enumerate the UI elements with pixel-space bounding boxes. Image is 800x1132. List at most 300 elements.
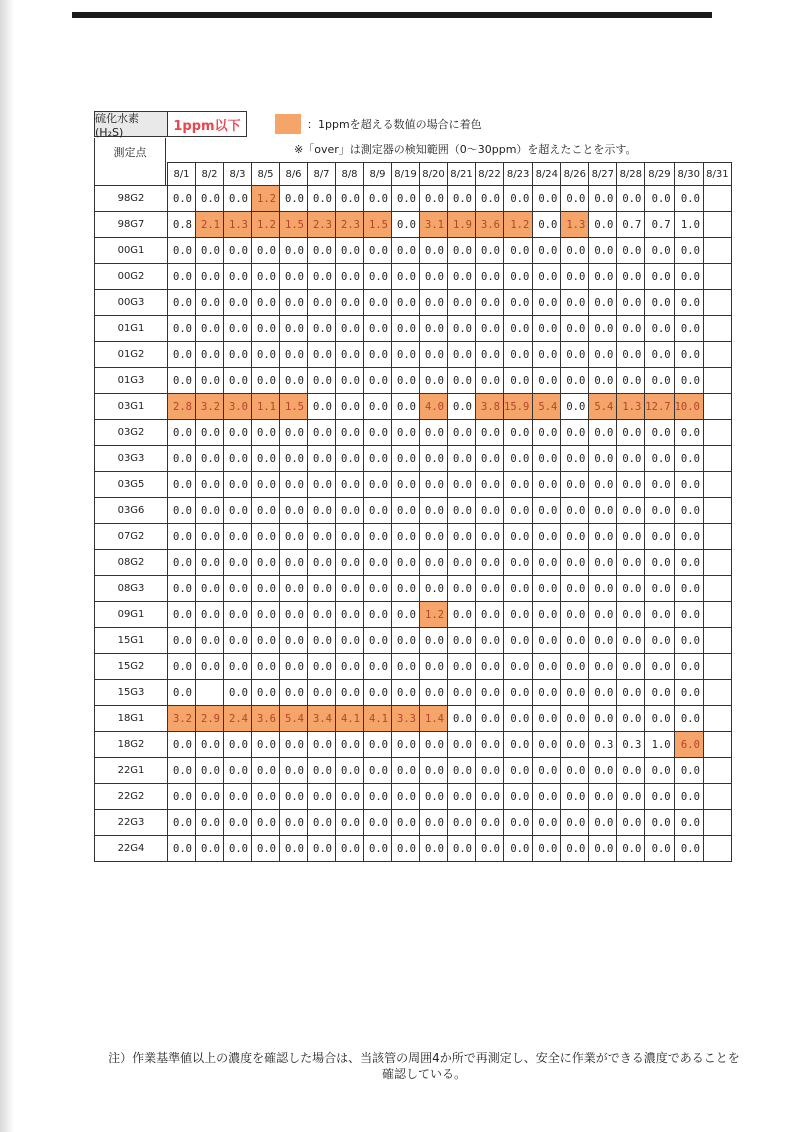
measurement-point: 09G1 [95,602,168,628]
measurement-value: 0.0 [504,420,533,446]
measurement-value: 0.0 [420,576,448,602]
measurement-value: 0.0 [589,238,617,264]
measurement-value: 0.0 [168,264,196,290]
measurement-value: 0.0 [392,394,420,420]
measurement-value [703,758,731,784]
measurement-value: 0.0 [476,628,504,654]
measurement-point: 08G2 [95,550,168,576]
measurement-value: 0.0 [336,628,364,654]
measurement-value: 0.0 [448,342,476,368]
measurement-value: 0.0 [224,264,252,290]
measurement-value: 0.0 [308,784,336,810]
measurement-value: 0.0 [645,810,674,836]
measurement-value: 0.0 [448,186,476,212]
measurement-value: 1.4 [420,706,448,732]
measurement-value: 0.0 [168,810,196,836]
measurement-value: 0.0 [308,316,336,342]
measurement-value: 0.0 [280,628,308,654]
measurement-value: 0.0 [196,628,224,654]
measurement-value: 0.0 [308,732,336,758]
measurement-value: 0.0 [448,550,476,576]
measurement-value: 0.0 [448,394,476,420]
measurement-value: 0.0 [420,316,448,342]
measurement-value: 0.0 [645,446,674,472]
measurement-value: 0.0 [392,368,420,394]
measurement-value: 0.0 [280,290,308,316]
measurement-value: 0.7 [617,212,645,238]
measurement-value: 0.0 [308,498,336,524]
measurement-point: 15G2 [95,654,168,680]
measurement-value: 0.0 [392,784,420,810]
measurement-value: 0.0 [674,420,703,446]
measurement-value: 0.0 [392,550,420,576]
measurement-value: 0.0 [336,732,364,758]
measurement-value: 0.0 [392,420,420,446]
measurement-value: 4.0 [420,394,448,420]
measurement-value: 0.0 [504,472,533,498]
measurement-value: 0.0 [252,732,280,758]
measurement-value: 0.0 [364,498,392,524]
measurement-value: 0.0 [645,342,674,368]
measurement-value: 0.0 [589,264,617,290]
measurement-value: 0.0 [504,446,533,472]
measurement-value: 0.0 [533,316,561,342]
measurement-value: 0.0 [196,810,224,836]
measurement-value: 0.0 [504,628,533,654]
measurement-value: 0.0 [533,368,561,394]
measurement-value: 0.0 [589,524,617,550]
measurement-value: 0.0 [224,836,252,862]
table-row [95,550,732,576]
measurement-value: 0.0 [476,264,504,290]
measurement-value: 0.0 [336,316,364,342]
measurement-value: 0.0 [617,472,645,498]
measurement-value: 0.0 [674,628,703,654]
measurement-value: 0.0 [196,186,224,212]
measurement-value: 0.0 [645,680,674,706]
measurement-value: 0.0 [504,784,533,810]
measurement-value: 0.0 [476,238,504,264]
measurement-value [703,628,731,654]
measurement-value: 0.0 [364,186,392,212]
measurement-value: 0.0 [392,810,420,836]
measurement-value: 0.0 [252,524,280,550]
legend-text: ：1ppmを超える数値の場合に着色 [307,118,482,131]
measurement-value: 0.0 [448,706,476,732]
measurement-value: 0.0 [448,498,476,524]
measurement-value: 0.0 [308,628,336,654]
measurement-value: 0.0 [280,602,308,628]
measurement-value: 0.0 [252,290,280,316]
measurement-value: 5.4 [589,394,617,420]
measurement-value: 0.0 [645,576,674,602]
measurement-value: 0.0 [392,498,420,524]
measurement-value: 0.0 [224,602,252,628]
measurement-value [703,784,731,810]
measurement-value [703,706,731,732]
measurement-value: 0.0 [561,446,589,472]
table-row [95,238,732,264]
measurement-value: 0.0 [533,628,561,654]
measurement-value: 0.0 [476,550,504,576]
measurement-value: 0.0 [645,654,674,680]
measurement-value: 0.0 [617,238,645,264]
measurement-value: 0.0 [476,472,504,498]
measurement-value: 0.0 [617,446,645,472]
measurement-value: 0.0 [533,784,561,810]
measurement-value: 0.0 [617,498,645,524]
measurement-value: 0.0 [561,602,589,628]
measurement-value: 0.0 [448,576,476,602]
measurement-value: 0.0 [252,342,280,368]
date-header: 8/9 [364,163,392,186]
measurement-value: 0.0 [308,524,336,550]
measurement-value: 0.0 [617,602,645,628]
measurement-value: 0.0 [645,238,674,264]
measurement-value: 0.0 [336,836,364,862]
measurement-value: 0.0 [224,784,252,810]
measurement-value: 0.0 [224,550,252,576]
measurement-value: 0.0 [561,810,589,836]
measurement-point: 00G2 [95,264,168,290]
measurement-value: 0.0 [168,342,196,368]
measurement-value: 0.0 [504,836,533,862]
table-row [95,784,732,810]
measurement-value: 0.0 [364,602,392,628]
measurement-value: 0.0 [617,420,645,446]
measurement-value [703,680,731,706]
measurement-value: 0.0 [617,576,645,602]
scan-edge-shadow [0,0,14,1132]
measurement-value: 2.3 [336,212,364,238]
measurement-value [703,524,731,550]
measurement-value: 0.0 [252,238,280,264]
measurement-value: 0.0 [252,576,280,602]
measurement-value: 0.0 [252,498,280,524]
measurement-value: 0.0 [476,732,504,758]
table-row [95,420,732,446]
measurement-value: 0.0 [476,654,504,680]
measurement-point: 01G2 [95,342,168,368]
table-row [95,212,732,238]
measurement-value: 0.0 [252,654,280,680]
measurement-value: 0.0 [504,368,533,394]
measurement-value: 0.0 [420,784,448,810]
table-row [95,264,732,290]
measurement-value: 0.0 [224,186,252,212]
measurement-point: 18G2 [95,732,168,758]
measurement-value [703,420,731,446]
measurement-value: 0.0 [392,628,420,654]
measurement-value: 0.0 [196,368,224,394]
measurement-value: 0.0 [617,628,645,654]
measurement-value: 0.0 [589,836,617,862]
measurement-value: 0.0 [364,446,392,472]
measurement-value: 3.1 [420,212,448,238]
measurement-value: 0.0 [674,654,703,680]
table-row [95,186,732,212]
measurement-value: 0.0 [308,290,336,316]
measurement-value: 0.0 [336,264,364,290]
measurement-value: 1.2 [420,602,448,628]
measurement-value: 0.0 [674,602,703,628]
measurement-value [703,368,731,394]
measurement-value: 0.0 [196,758,224,784]
measurement-value: 0.0 [504,550,533,576]
measurement-value: 0.0 [617,290,645,316]
measurement-point: 18G1 [95,706,168,732]
measurement-value: 0.0 [617,680,645,706]
measurement-value: 2.9 [196,706,224,732]
measurement-value: 0.0 [364,368,392,394]
date-header: 8/7 [308,163,336,186]
measurement-value: 0.0 [448,732,476,758]
table-row [95,498,732,524]
over-note: ※「over」は測定器の検知範囲（0～30ppm）を超えたことを示す。 [294,143,637,156]
measurement-value: 0.0 [364,316,392,342]
measurement-value: 0.0 [561,550,589,576]
measurement-value: 0.0 [252,264,280,290]
measurement-value: 0.0 [589,784,617,810]
measurement-value: 0.0 [364,628,392,654]
measurement-value [703,498,731,524]
measurement-value: 0.0 [561,316,589,342]
measurement-value: 0.0 [448,290,476,316]
measurement-point: 08G3 [95,576,168,602]
measurement-value: 0.0 [280,420,308,446]
measurement-value: 0.0 [392,212,420,238]
measurement-value: 0.0 [420,238,448,264]
measurement-value: 0.0 [392,524,420,550]
measurement-value: 0.0 [674,706,703,732]
measurement-value: 0.0 [168,732,196,758]
measurement-value: 0.0 [336,576,364,602]
measurement-value [703,472,731,498]
measurement-value: 0.0 [392,290,420,316]
measurement-value: 0.0 [533,810,561,836]
measurement-value: 0.0 [168,524,196,550]
measurement-value: 0.0 [533,264,561,290]
measurement-value: 1.5 [364,212,392,238]
measurement-value: 0.0 [392,680,420,706]
measurement-value: 0.0 [280,186,308,212]
measurement-value: 0.0 [168,290,196,316]
measurement-value: 0.0 [280,524,308,550]
measurement-value: 0.0 [561,394,589,420]
measurement-value: 0.0 [336,810,364,836]
measurement-value: 0.0 [252,472,280,498]
measurement-value: 5.4 [280,706,308,732]
measurement-value: 0.0 [476,784,504,810]
measurement-value: 0.0 [168,680,196,706]
measurement-value: 0.0 [196,732,224,758]
measurement-value: 0.0 [476,186,504,212]
measurement-value: 0.0 [364,810,392,836]
measurement-value: 0.0 [448,446,476,472]
measurement-value: 0.0 [448,264,476,290]
measurement-value: 0.0 [168,550,196,576]
measurement-value: 0.0 [674,368,703,394]
measurement-value: 0.0 [280,368,308,394]
measurement-value: 0.0 [617,342,645,368]
table-row [95,576,732,602]
measurement-value: 0.0 [476,602,504,628]
measurement-value: 0.0 [674,784,703,810]
measurement-value: 0.0 [561,576,589,602]
measurement-value: 0.0 [561,472,589,498]
measurement-value: 0.0 [476,368,504,394]
date-header: 8/21 [448,163,476,186]
measurement-value: 0.0 [196,446,224,472]
date-header: 8/28 [617,163,645,186]
measurement-value: 0.0 [674,472,703,498]
measurement-value: 0.0 [645,706,674,732]
measurement-value: 1.0 [674,212,703,238]
measurement-value: 0.0 [392,316,420,342]
measurement-value: 0.0 [336,758,364,784]
measurement-value: 0.0 [308,680,336,706]
measurement-point: 22G2 [95,784,168,810]
measurement-value: 0.0 [476,810,504,836]
measurement-point: 03G3 [95,446,168,472]
measurement-value: 0.0 [420,368,448,394]
measurement-value: 0.0 [589,498,617,524]
measurement-value: 0.0 [617,810,645,836]
measurement-value: 0.0 [168,758,196,784]
measurement-value: 0.0 [364,784,392,810]
measurement-value: 0.0 [645,316,674,342]
measurement-value [703,394,731,420]
measurement-value: 0.0 [645,758,674,784]
measurement-value: 0.0 [336,472,364,498]
measurement-value: 1.2 [252,186,280,212]
measurement-value: 0.0 [364,472,392,498]
measurement-value: 0.0 [336,498,364,524]
measurement-value: 0.0 [533,342,561,368]
measurement-value: 0.0 [476,524,504,550]
measurement-value: 0.0 [364,758,392,784]
measurement-value: 0.3 [617,732,645,758]
measurement-value: 0.0 [252,446,280,472]
measurement-value: 0.0 [504,498,533,524]
measurement-value: 0.0 [589,654,617,680]
measurement-value: 1.3 [617,394,645,420]
measurement-value: 0.0 [504,342,533,368]
measurement-value: 1.2 [252,212,280,238]
measurement-value: 0.0 [392,264,420,290]
measurement-value: 0.0 [196,420,224,446]
measurement-value: 0.0 [533,420,561,446]
measurement-value: 0.0 [533,680,561,706]
measurement-value: 0.0 [589,368,617,394]
measurement-value: 0.0 [196,472,224,498]
measurement-value: 0.0 [224,420,252,446]
measurement-value: 0.0 [224,446,252,472]
measurement-value: 0.0 [308,550,336,576]
measurement-value: 0.0 [392,758,420,784]
measurement-value: 0.0 [196,550,224,576]
measurement-value: 0.0 [645,602,674,628]
measurement-value: 0.0 [561,654,589,680]
measurement-value: 0.0 [476,498,504,524]
measurement-value: 0.0 [420,472,448,498]
measurement-value: 0.0 [561,680,589,706]
measurement-value: 0.0 [392,472,420,498]
measurement-value: 0.0 [196,576,224,602]
measurement-value: 0.0 [224,524,252,550]
measurement-value: 0.0 [336,524,364,550]
measurement-value: 0.0 [448,524,476,550]
measurement-value: 0.0 [336,394,364,420]
measurement-value: 0.0 [617,706,645,732]
measurement-value: 0.0 [280,654,308,680]
measurement-value: 0.0 [420,654,448,680]
measurement-value: 0.0 [674,550,703,576]
measurement-value: 0.0 [252,628,280,654]
measurement-value: 0.0 [392,342,420,368]
measurement-value: 0.0 [420,186,448,212]
measurement-value: 0.0 [674,498,703,524]
measurement-point: 15G1 [95,628,168,654]
measurement-value: 0.0 [196,654,224,680]
measurement-value: 0.0 [561,732,589,758]
measurement-value: 0.0 [308,394,336,420]
measurement-point: 07G2 [95,524,168,550]
measurement-table [94,162,732,862]
measurement-value: 0.0 [420,524,448,550]
measurement-value: 0.0 [476,342,504,368]
date-header: 8/1 [168,163,196,186]
measurement-value: 0.0 [196,342,224,368]
measurement-point: 03G6 [95,498,168,524]
measurement-value: 0.0 [533,186,561,212]
measurement-value: 0.0 [476,290,504,316]
measurement-value: 0.0 [224,342,252,368]
measurement-value: 0.0 [589,186,617,212]
measurement-value: 0.0 [420,498,448,524]
measurement-value: 0.0 [674,446,703,472]
measurement-value: 0.0 [280,472,308,498]
date-header: 8/26 [561,163,589,186]
measurement-value: 0.0 [561,290,589,316]
measurement-value: 0.0 [252,602,280,628]
measurement-value: 0.0 [336,680,364,706]
measurement-value: 1.5 [280,212,308,238]
measurement-value: 0.0 [533,836,561,862]
measurement-value: 0.0 [280,264,308,290]
point-header: 測定点 [94,138,166,186]
table-row [95,628,732,654]
measurement-value: 0.0 [196,316,224,342]
measurement-value: 0.0 [308,758,336,784]
measurement-value: 0.0 [617,784,645,810]
measurement-value: 0.0 [617,316,645,342]
measurement-value: 0.0 [308,238,336,264]
measurement-value: 0.0 [589,550,617,576]
date-header: 8/24 [533,163,561,186]
measurement-value: 0.0 [392,238,420,264]
measurement-value: 0.0 [420,810,448,836]
measurement-value: 0.0 [561,186,589,212]
measurement-value: 0.0 [476,446,504,472]
date-header: 8/27 [589,163,617,186]
measurement-point: 03G1 [95,394,168,420]
measurement-value: 0.0 [589,628,617,654]
measurement-value: 0.0 [364,680,392,706]
table-row [95,368,732,394]
table-row [95,732,732,758]
measurement-value: 0.0 [168,186,196,212]
